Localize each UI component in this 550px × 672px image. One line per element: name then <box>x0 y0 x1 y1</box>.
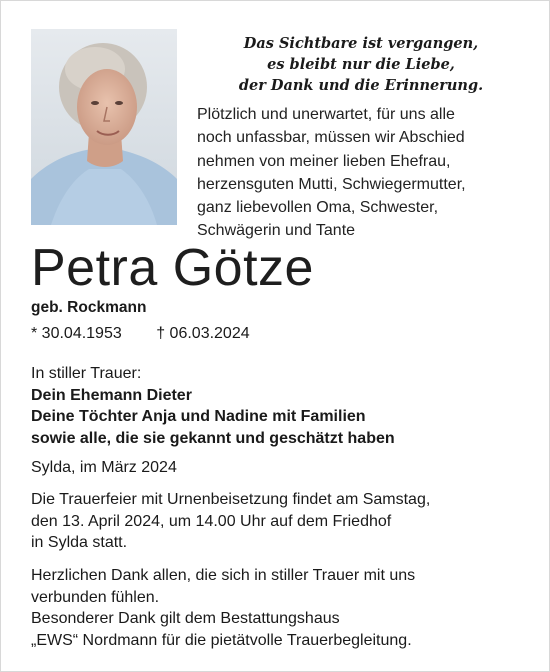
memorial-quote <box>222 33 500 96</box>
portrait-photo <box>31 29 177 225</box>
mourners-list <box>31 363 531 449</box>
mourner-line: Dein Ehemann Dieter <box>31 386 192 404</box>
thanks-line: Besonderer Dank gilt dem Bestattungshaus <box>31 610 340 627</box>
notice-line: herzensguten Mutti, Schwiegermutter, <box>197 175 466 193</box>
thanks-line: „EWS“ Nordmann für die pietätvolle Trauerbegleitung. <box>31 631 412 649</box>
funeral-line: in Sylda statt. <box>31 534 128 551</box>
place-date-text: Sylda, im März 2024 <box>31 459 177 476</box>
mourner-line: sowie alle, die sie gekannt und geschätzt haben <box>31 429 395 447</box>
funeral-line: Die Trauerfeier mit Urnenbeisetzung findet am Samstag, <box>31 491 431 508</box>
mourners-intro: In stiller Trauer: <box>31 365 142 382</box>
place-date <box>31 457 531 479</box>
portrait-image <box>31 29 177 225</box>
notice-line: Plötzlich und unerwartet, für uns alle <box>197 106 455 123</box>
thanks-section <box>31 565 531 651</box>
deceased-name: Petra Götze <box>31 239 314 297</box>
maiden-name: geb. Rockmann <box>31 299 147 316</box>
funeral-info <box>31 489 531 554</box>
quote-line: der Dank und die Erinnerung. <box>238 77 484 94</box>
birth-date: * 30.04.1953 <box>31 325 122 342</box>
mourner-line: Deine Töchter Anja und Nadine mit Familien <box>31 408 366 425</box>
funeral-line: den 13. April 2024, um 14.00 Uhr auf dem Friedhof <box>31 512 392 530</box>
thanks-line: verbunden fühlen. <box>31 588 160 606</box>
death-announcement-text <box>197 103 527 243</box>
notice-line: nehmen von meiner lieben Ehefrau, <box>197 152 451 170</box>
notice-line: Schwägerin und Tante <box>197 222 356 240</box>
life-dates <box>31 325 250 343</box>
notice-line: noch unfassbar, müssen wir Abschied <box>197 129 465 147</box>
death-date: † 06.03.2024 <box>156 325 250 342</box>
thanks-line: Herzlichen Dank allen, die sich in stiller Trauer mit uns <box>31 567 416 584</box>
notice-line: ganz liebevollen Oma, Schwester, <box>197 199 439 217</box>
quote-line: es bleibt nur die Liebe, <box>267 56 455 73</box>
quote-line: Das Sichtbare ist vergangen, <box>243 35 479 52</box>
